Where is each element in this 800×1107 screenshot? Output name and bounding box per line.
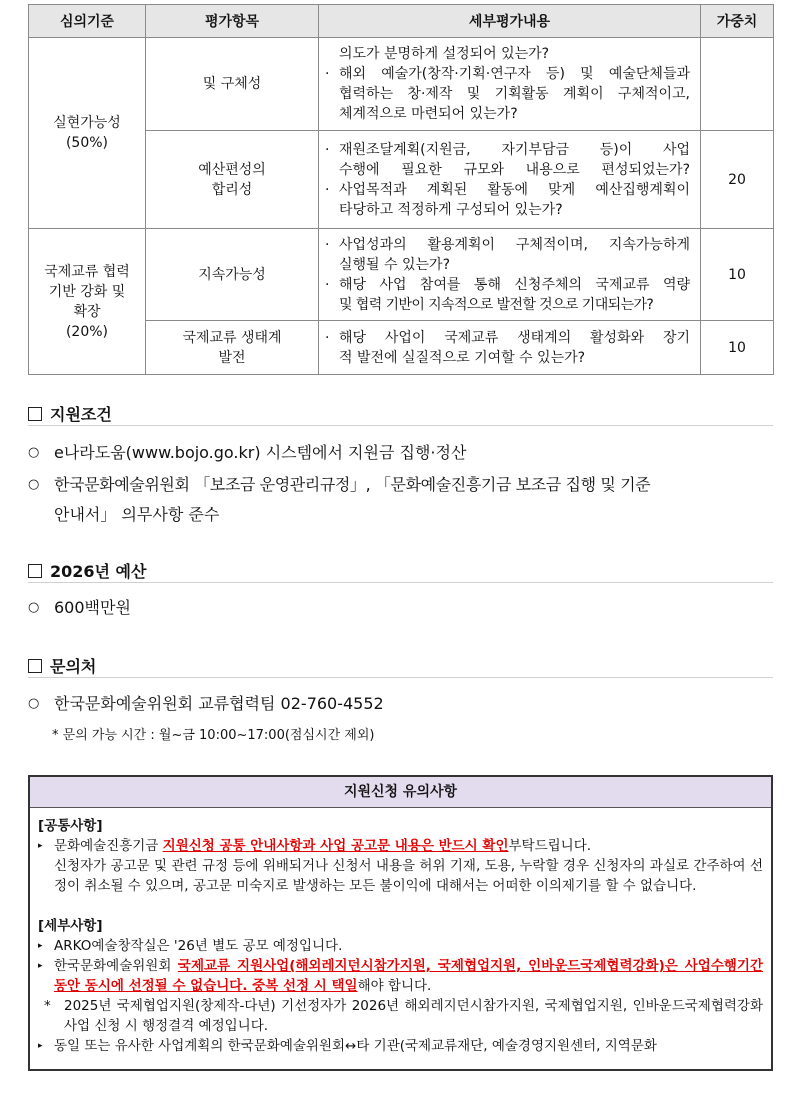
weight-cell: 20 [701, 131, 774, 229]
common-label: [공통사항] [38, 818, 103, 834]
list-item: ○ 600백만원 [28, 594, 131, 622]
list-item: ○ 한국문화예술위원회 교류협력팀 02-760-4552 [28, 690, 384, 718]
notice-box [28, 775, 773, 1071]
weight-cell: 10 [701, 321, 774, 375]
item-cell: 국제교류 생태계 발전 [146, 321, 319, 375]
highlight-text: 지원신청 공통 안내사항과 사업 공고문 내용은 반드시 확인 [162, 838, 509, 854]
header-detail: 세부평가내용 [319, 5, 701, 38]
section-divider [28, 677, 773, 678]
section-title-budget: 2026년 예산 [28, 559, 146, 582]
list-item-continuation: 안내서」 의무사항 준수 [54, 505, 220, 524]
triangle-bullet-icon: ▸ [38, 941, 43, 951]
weight-cell: 10 [701, 229, 774, 321]
checkbox-square-icon [28, 564, 42, 578]
detail-cell: 의도가 분명하게 설정되어 있는가? · 해외 예술가(창작·기획·연구자 등) 및 예술단체들과 협력하는 창·제작 및 기획활동 계획이 구체적이고, 체계적으로 마련되어 있는가? [319, 38, 701, 131]
list-item: ○ 한국문화예술위원회 「보조금 운영관리규정」, 「문화예술진흥기금 보조금 집행 및 기준 [28, 471, 650, 499]
item-cell: 지속가능성 [146, 229, 319, 321]
notice-item: ▸ 문화예술진흥기금 지원신청 공통 안내사항과 사업 공고문 내용은 반드시 확인부탁드립니다. [38, 838, 592, 854]
weight-cell [701, 38, 774, 131]
item-cell: 예산편성의 합리성 [146, 131, 319, 229]
list-item: ○ e나라도움(www.bojo.go.kr) 시스템에서 지원금 집행·정산 [28, 439, 466, 467]
detail-cell: · 사업성과의 활용계획이 구체적이며, 지속가능하게 실행될 수 있는가? · 해당 사업 참여를 통해 신청주체의 국제교류 역량 및 협력 기반이 지속적으로 발전할 것으로 기대되는가? [319, 229, 701, 321]
contact-hours-note: * 문의 가능 시간 : 월~금 10:00~17:00(점심시간 제외) [52, 728, 375, 743]
circle-bullet-icon: ○ [28, 696, 40, 711]
section-title-support: 지원조건 [28, 402, 112, 425]
table-row [29, 38, 774, 131]
evaluation-table [28, 4, 774, 375]
triangle-bullet-icon: ▸ [38, 1041, 43, 1051]
circle-bullet-icon: ○ [28, 600, 40, 615]
section-title-contact: 문의처 [28, 654, 96, 677]
section-divider [28, 425, 773, 426]
item-cell: 및 구체성 [146, 38, 319, 131]
detail-label: [세부사항] [38, 918, 103, 934]
notice-title: 지원신청 유의사항 [30, 777, 771, 808]
checkbox-square-icon [28, 407, 42, 421]
notice-item: ▸ 동일 또는 유사한 사업계획의 한국문화예술위원회↔타 기관(국제교류재단, 예술경영지원센터, 지역문화 [38, 1038, 657, 1054]
notice-body [30, 808, 771, 1056]
table-row [29, 229, 774, 321]
notice-footnote: * 2025년 국제협업지원(창제작-다년) 기선정자가 2026년 해외레지던시참가지원, 국제협업지원, 인바운드국제협력강화 사업 신청 시 행정결격 예정입니다. [44, 998, 763, 1034]
section-divider [28, 582, 773, 583]
checkbox-square-icon [28, 659, 42, 673]
notice-item: ▸ 한국문화예술위원회 국제교류 지원사업(해외레지던시참가지원, 국제협업지원, 인바운드국제협력강화)은 사업수행기간 동안 동시에 선정될 수 없습니다. 중복 선정 시 택일해야 합니다. [38, 958, 763, 994]
triangle-bullet-icon: ▸ [38, 961, 43, 971]
highlight-text: 국제교류 지원사업(해외레지던시참가지원, 국제협업지원, 인바운드국제협력강화)은 사업수행기간 동안 동시에 선정될 수 없습니다. 중복 선정 시 택일 [54, 958, 763, 994]
circle-bullet-icon: ○ [28, 445, 40, 460]
notice-item-detail: 신청자가 공고문 및 관련 규정 등에 위배되거나 신청서 내용을 허위 기재, 도용, 누락할 경우 신청자의 과실로 간주하여 선정이 취소될 수 있으며, 공고문 미숙지로 발생하는 모든 불이익에 대해서는 어떠한 이의제기를 할 수 없습니다. [54, 858, 763, 894]
circle-bullet-icon: ○ [28, 477, 40, 492]
header-item: 평가항목 [146, 5, 319, 38]
detail-cell: · 해당 사업이 국제교류 생태계의 활성화와 장기 적 발전에 실질적으로 기여할 수 있는가? [319, 321, 701, 375]
notice-item: ▸ ARKO예술창작실은 '26년 별도 공모 예정입니다. [38, 938, 343, 954]
criterion-cell: 국제교류 협력 기반 강화 및 확장 (20%) [29, 229, 146, 375]
header-criterion: 심의기준 [29, 5, 146, 38]
triangle-bullet-icon: ▸ [38, 841, 43, 851]
detail-cell: · 재원조달계획(지원금, 자기부담금 등)이 사업 수행에 필요한 규모와 내용으로 편성되었는가? · 사업목적과 계획된 활동에 맞게 예산집행계획이 타당하고 적정하게 구성되어 있는가? [319, 131, 701, 229]
criterion-cell: 실현가능성 (50%) [29, 38, 146, 229]
header-weight: 가중치 [701, 5, 774, 38]
